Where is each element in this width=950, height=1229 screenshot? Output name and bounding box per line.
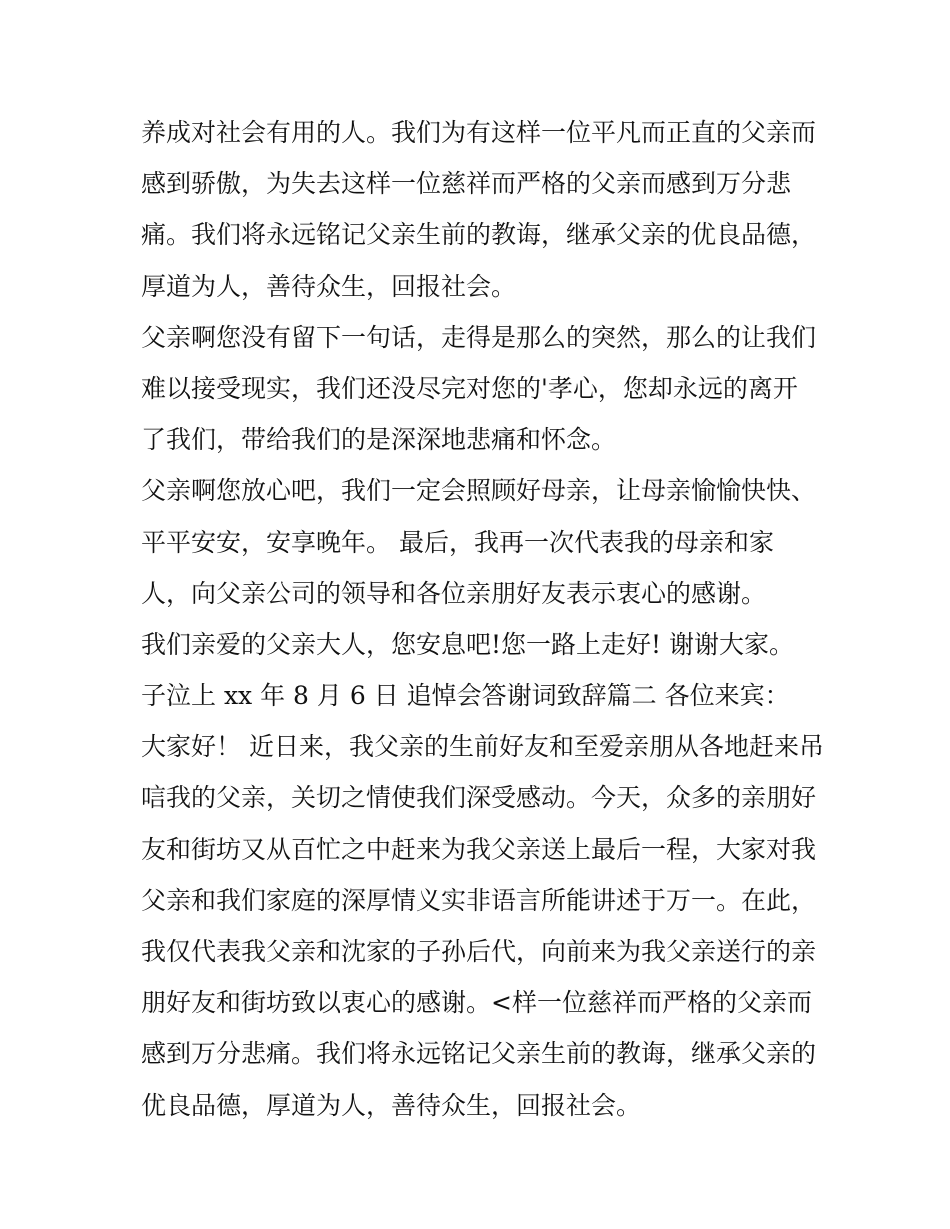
text-line: 友和街坊又从百忙之中赶来为我父亲送上最后一程，大家对我 (141, 834, 817, 864)
text-line: 平平安安，安享晚年。 最后，我再一次代表我的母亲和家 (141, 527, 774, 557)
text-line: 感到骄傲，为失去这样一位慈祥而严格的父亲而感到万分悲 (141, 169, 792, 199)
text-line: 人，向父亲公司的领导和各位亲朋好友表示衷心的感谢。 (141, 578, 767, 608)
text-line: 感到万分悲痛。我们将永远铭记父亲生前的教诲，继承父亲的 (141, 1039, 817, 1069)
text-line: 父亲和我们家庭的深厚情义实非语言所能讲述于万一。在此， (141, 885, 817, 915)
text-line: 优良品德，厚道为人，善待众生，回报社会。 (141, 1090, 642, 1120)
text-line: 痛。我们将永远铭记父亲生前的教诲，继承父亲的优良品德， (141, 220, 817, 250)
text-line: 厚道为人，善待众生，回报社会。 (141, 271, 517, 301)
text-line: 难以接受现实，我们还没尽完对您的'孝心，您却永远的离开 (141, 373, 798, 403)
text-line: 父亲啊您放心吧，我们一定会照顾好母亲，让母亲愉愉快快、 (141, 476, 817, 506)
text-line: 我仅代表我父亲和沈家的子孙后代，向前来为我父亲送行的亲 (141, 937, 817, 966)
text-line: 父亲啊您没有留下一句话，走得是那么的突然，那么的让我们 (141, 322, 817, 352)
text-line: 朋好友和街坊致以衷心的感谢。<样一位慈祥而严格的父亲而 (141, 988, 812, 1018)
text-line: 了我们，带给我们的是深深地悲痛和怀念。 (141, 425, 617, 455)
text-line: 养成对社会有用的人。我们为有这样一位平凡而正直的父亲而 (141, 118, 817, 147)
text-line: 子泣上 xx 年 8 月 6 日 追悼会答谢词致辞篇二 各位来宾： (141, 681, 790, 711)
body-text (141, 107, 824, 1131)
text-line: 唁我的父亲，关切之情使我们深受感动。今天，众多的亲朋好 (141, 783, 817, 813)
text-line: 我们亲爱的父亲大人，您安息吧!您一路上走好! 谢谢大家。 (141, 629, 795, 659)
text-line: 大家好！ 近日来，我父亲的生前好友和至爱亲朋从各地赶来吊 (141, 732, 824, 762)
